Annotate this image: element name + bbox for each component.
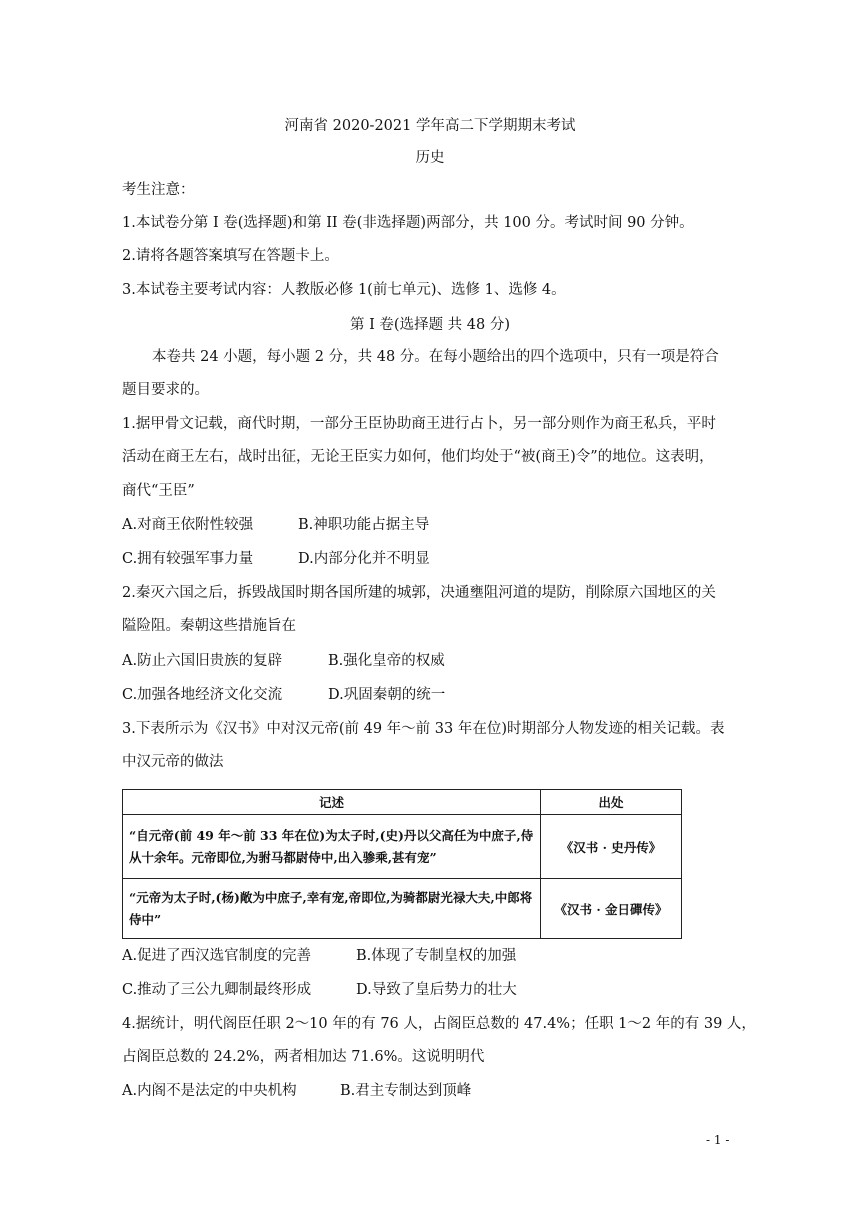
table-cell-source: 《汉书 · 史丹传》 bbox=[541, 815, 682, 879]
notice-heading: 考生注意： bbox=[122, 182, 195, 198]
table-header: 出处 bbox=[541, 790, 682, 815]
answer-option: B.神职功能占据主导 bbox=[298, 517, 430, 533]
section-intro: 题目要求的。 bbox=[122, 382, 209, 398]
question-text: 活动在商王左右，战时出征，无论王臣实力如何，他们均处于“被(商王)令”的地位。这表明， bbox=[122, 449, 714, 465]
answer-option: B.君主专制达到顶峰 bbox=[340, 1083, 472, 1099]
table-header: 记述 bbox=[123, 790, 541, 815]
answer-option: B.体现了专制皇权的加强 bbox=[356, 948, 517, 964]
records-table bbox=[122, 789, 682, 939]
answer-option: A.防止六国旧贵族的复辟 bbox=[122, 653, 283, 669]
table-cell-record: “元帝为太子时,(杨)敞为中庶子,幸有宠,帝即位,为骑都尉光禄大夫,中郎将侍中” bbox=[123, 879, 541, 939]
notice-item: 2.请将各题答案填写在答题卡上。 bbox=[122, 248, 339, 264]
table-row bbox=[123, 815, 682, 879]
answer-option: D.导致了皇后势力的壮大 bbox=[356, 982, 517, 998]
section-title: 第 I 卷(选择题 共 48 分) bbox=[349, 317, 511, 333]
table-cell-source: 《汉书 · 金日磾传》 bbox=[541, 879, 682, 939]
question-text: 1.据甲骨文记载，商代时期，一部分王臣协助商王进行占卜，另一部分则作为商王私兵，平时 bbox=[122, 416, 716, 432]
exam-title: 河南省 2020-2021 学年高二下学期期末考试 bbox=[284, 118, 576, 134]
question-text: 2.秦灭六国之后，拆毁战国时期各国所建的城郭，决通壅阻河道的堤防，削除原六国地区的关 bbox=[122, 585, 716, 601]
answer-option: D.巩固秦朝的统一 bbox=[328, 687, 446, 703]
question-text: 3.下表所示为《汉书》中对汉元帝(前 49 年～前 33 年在位)时期部分人物发迹的相关记载。表 bbox=[122, 721, 725, 737]
question-text: 中汉元帝的做法 bbox=[122, 754, 224, 770]
answer-option: A.对商王依附性较强 bbox=[122, 517, 254, 533]
table-cell-record: “自元帝(前 49 年～前 33 年在位)为太子时,(史)丹以父高任为中庶子,侍从十余年。元帝即位,为驸马都尉侍中,出入骖乘,甚有宠” bbox=[123, 815, 541, 879]
question-text: 占阁臣总数的 24.2%，两者相加达 71.6%。这说明明代 bbox=[122, 1049, 485, 1065]
answer-option: A.内阁不是法定的中央机构 bbox=[122, 1083, 297, 1099]
question-text: 商代“王臣” bbox=[122, 483, 195, 499]
section-intro: 本卷共 24 小题，每小题 2 分，共 48 分。在每小题给出的四个选项中，只有一项是符合 bbox=[152, 349, 719, 365]
notice-item: 3.本试卷主要考试内容：人教版必修 1(前七单元)、选修 1、选修 4。 bbox=[122, 282, 566, 298]
question-text: 隘险阻。秦朝这些措施旨在 bbox=[122, 618, 296, 634]
answer-option: C.加强各地经济文化交流 bbox=[122, 687, 283, 703]
page-number: - 1 - bbox=[706, 1133, 730, 1147]
answer-option: D.内部分化并不明显 bbox=[298, 551, 430, 567]
question-text: 4.据统计，明代阁臣任职 2～10 年的有 76 人，占阁臣总数的 47.4%；任职 1～2 年的有 39 人， bbox=[122, 1016, 756, 1032]
table-row bbox=[123, 879, 682, 939]
table-header-row bbox=[123, 790, 682, 815]
notice-item: 1.本试卷分第 I 卷(选择题)和第 II 卷(非选择题)两部分，共 100 分。考试时间 90 分钟。 bbox=[122, 215, 694, 231]
answer-option: B.强化皇帝的权威 bbox=[328, 653, 445, 669]
exam-subject: 历史 bbox=[415, 150, 445, 166]
answer-option: A.促进了西汉选官制度的完善 bbox=[122, 948, 312, 964]
answer-option: C.拥有较强军事力量 bbox=[122, 551, 254, 567]
answer-option: C.推动了三公九卿制最终形成 bbox=[122, 982, 312, 998]
